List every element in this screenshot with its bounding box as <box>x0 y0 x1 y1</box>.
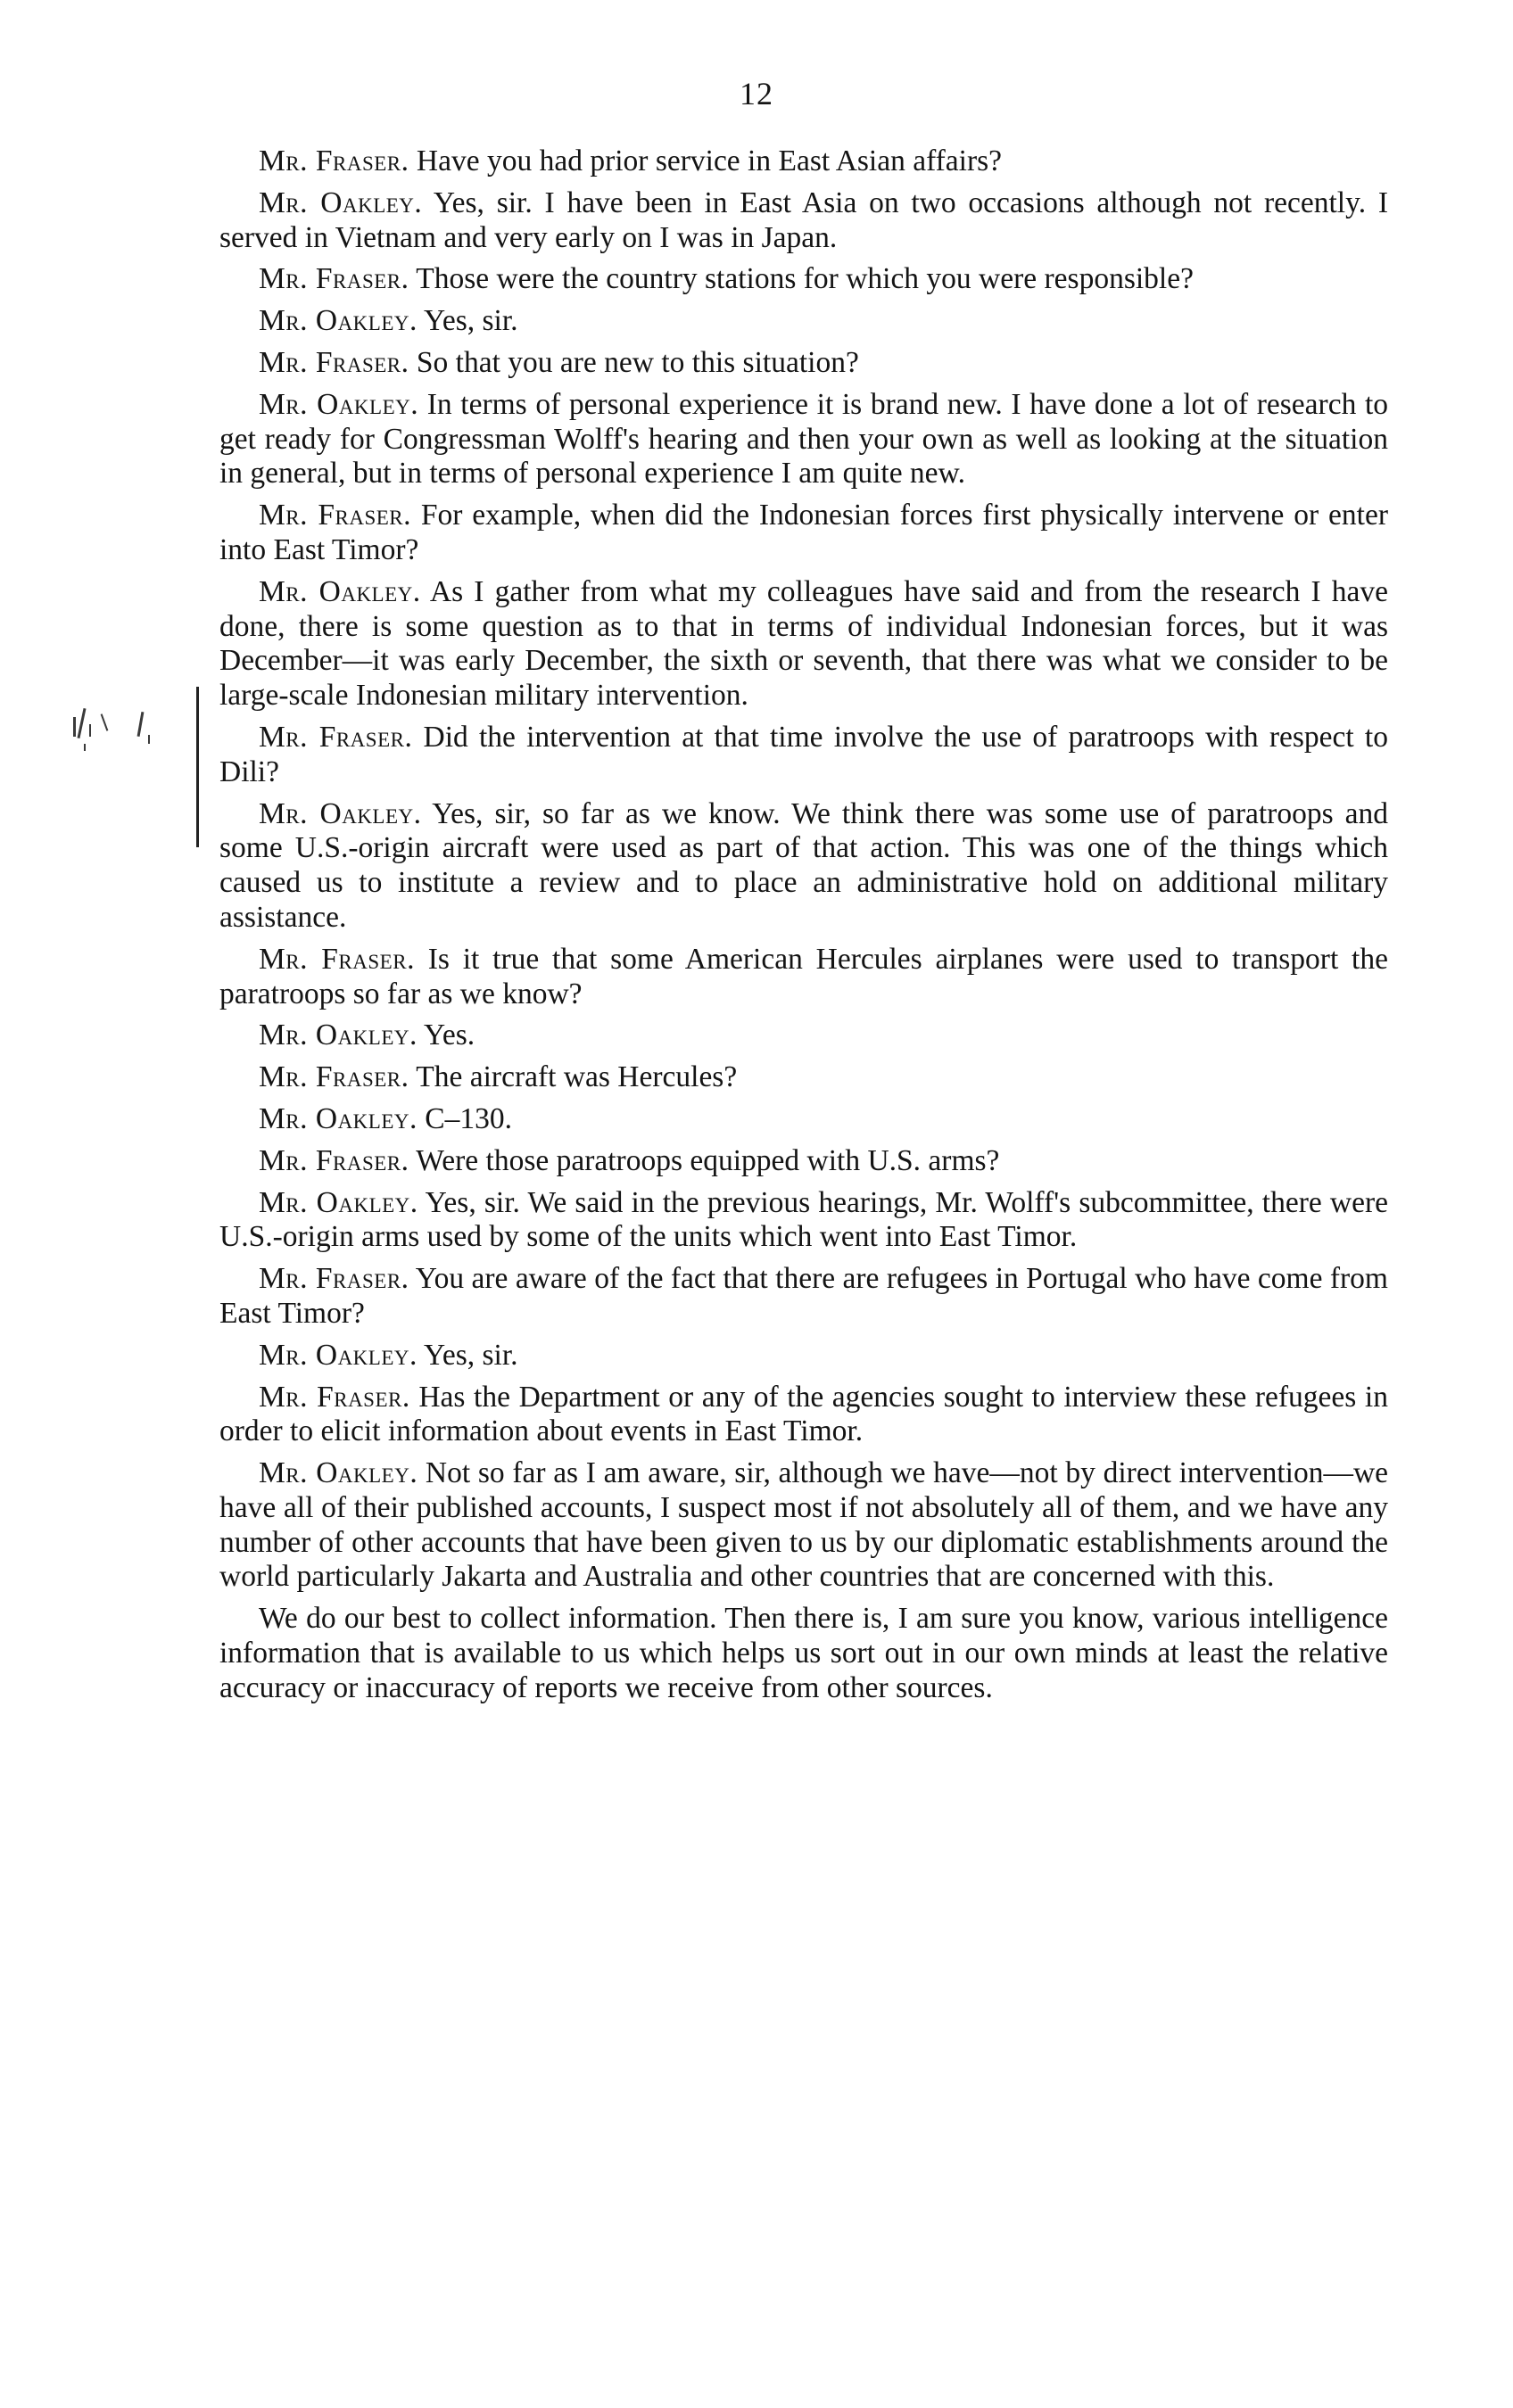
speaker-name: Mr. Oakley. <box>259 1018 418 1052</box>
paragraph-text: Not so far as I am aware, sir, although we have—not by direct intervention—we have all of their published accounts, I suspect most if not absolutely all of them, and we have any number of other accounts that have been given to us by our diplomatic establishments around the world particularly Jakarta and Australia and other countries that are concerned with this. <box>219 1456 1389 1594</box>
margin-scribble <box>54 705 214 856</box>
transcript-paragraph <box>219 304 1388 339</box>
transcript-paragraph <box>219 499 1388 568</box>
speaker-name: Mr. Fraser. <box>259 345 409 379</box>
transcript-body <box>219 144 1388 1713</box>
speaker-name: Mr. Oakley. <box>259 1185 418 1219</box>
speaker-name: Mr. Fraser. <box>259 720 413 754</box>
paragraph-text: As I gather from what my colleagues have said and from the research I have done, there is some question as to that in terms of individual Indonesian forces, but it was December—it was early December, the sixth or seventh, that there was what we consider to be large-scale Indonesian military intervention. <box>219 574 1388 713</box>
paragraph-text: Is it true that some American Hercules airplanes were used to transport the paratroops so far as we know? <box>219 942 1388 1010</box>
speaker-name: Mr. Fraser. <box>259 1262 409 1296</box>
transcript-paragraph <box>219 1456 1388 1595</box>
page-number: 12 <box>740 76 773 111</box>
paragraph-text: Has the Department or any of the agencies sought to interview these refugees in order to elicit information about events in East Timor. <box>219 1380 1388 1448</box>
paragraph-text: The aircraft was Hercules? <box>409 1060 738 1094</box>
speaker-name: Mr. Oakley. <box>259 574 421 608</box>
speaker-name: Mr. Fraser. <box>259 942 415 976</box>
transcript-paragraph <box>219 1018 1388 1053</box>
paragraph-text: Yes. <box>417 1018 475 1052</box>
transcript-paragraph <box>219 144 1388 179</box>
speaker-name: Mr. Oakley. <box>259 1338 418 1372</box>
transcript-paragraph <box>219 1102 1388 1137</box>
speaker-name: Mr. Fraser. <box>259 262 409 296</box>
speaker-name: Mr. Oakley. <box>259 387 419 421</box>
paragraph-text: C–130. <box>417 1101 512 1135</box>
paragraph-text: In terms of personal experience it is brand new. I have done a lot of research to get ready for Congressman Wolff's hearing and then your own as well as looking at the situation in general, but in terms of personal experience I am quite new. <box>219 387 1389 491</box>
paragraph-text: Yes, sir. <box>417 1338 518 1372</box>
speaker-name: Mr. Oakley. <box>259 1456 418 1490</box>
paragraph-text: Yes, sir, so far as we know. We think there was some use of paratroops and some U.S.-origin aircraft were used as part of that action. This was one of the things which caused us to institute a review and to place an administrative hold on additional military assistance. <box>219 796 1389 934</box>
transcript-paragraph <box>219 388 1388 491</box>
paragraph-text: Yes, sir. I have been in East Asia on two occasions although not recently. I served in Vietnam and very early on I was in Japan. <box>219 186 1388 254</box>
transcript-paragraph <box>219 1339 1388 1373</box>
paragraph-text: So that you are new to this situation? <box>409 345 859 379</box>
speaker-name: Mr. Fraser. <box>259 1143 409 1177</box>
speaker-name: Mr. Oakley. <box>259 1101 418 1135</box>
paragraph-text: Did the intervention at that time involve the use of paratroops with respect to Dili? <box>219 720 1388 788</box>
speaker-name: Mr. Fraser. <box>259 144 409 177</box>
transcript-paragraph <box>219 1186 1388 1256</box>
paragraph-text: We do our best to collect information. Then there is, I am sure you know, various intelligence information that is available to us which helps us sort out in our own minds at least the relative accuracy or inaccuracy of reports we receive from other sources. <box>219 1602 1388 1704</box>
transcript-paragraph <box>219 1144 1388 1179</box>
paragraph-text: Yes, sir. We said in the previous hearings, Mr. Wolff's subcommittee, there were U.S.-origin arms used by some of the units which went into East Timor. <box>219 1185 1389 1254</box>
speaker-name: Mr. Oakley. <box>259 186 423 219</box>
transcript-paragraph <box>219 1381 1388 1450</box>
speaker-name: Mr. Fraser. <box>259 1380 410 1414</box>
transcript-paragraph <box>219 1262 1388 1332</box>
transcript-paragraph <box>219 186 1388 256</box>
transcript-paragraph <box>219 1602 1388 1705</box>
speaker-name: Mr. Fraser. <box>259 499 412 532</box>
transcript-paragraph <box>219 797 1388 936</box>
paragraph-text: For example, when did the Indonesian forces first physically intervene or enter into East Timor? <box>219 499 1388 566</box>
transcript-paragraph <box>219 575 1388 713</box>
paragraph-text: Those were the country stations for which you were responsible? <box>409 262 1194 296</box>
paragraph-text: Were those paratroops equipped with U.S. arms? <box>409 1143 1000 1177</box>
speaker-name: Mr. Oakley. <box>259 796 422 830</box>
transcript-paragraph <box>219 346 1388 381</box>
paragraph-text: You are aware of the fact that there are refugees in Portugal who have come from East Timor? <box>219 1262 1388 1330</box>
transcript-paragraph <box>219 721 1388 790</box>
transcript-paragraph <box>219 943 1388 1012</box>
transcript-paragraph <box>219 1060 1388 1095</box>
paragraph-text: Have you had prior service in East Asian affairs? <box>409 144 1003 177</box>
transcript-paragraph <box>219 262 1388 297</box>
paragraph-text: Yes, sir. <box>417 304 518 338</box>
speaker-name: Mr. Oakley. <box>259 304 418 338</box>
speaker-name: Mr. Fraser. <box>259 1060 409 1094</box>
